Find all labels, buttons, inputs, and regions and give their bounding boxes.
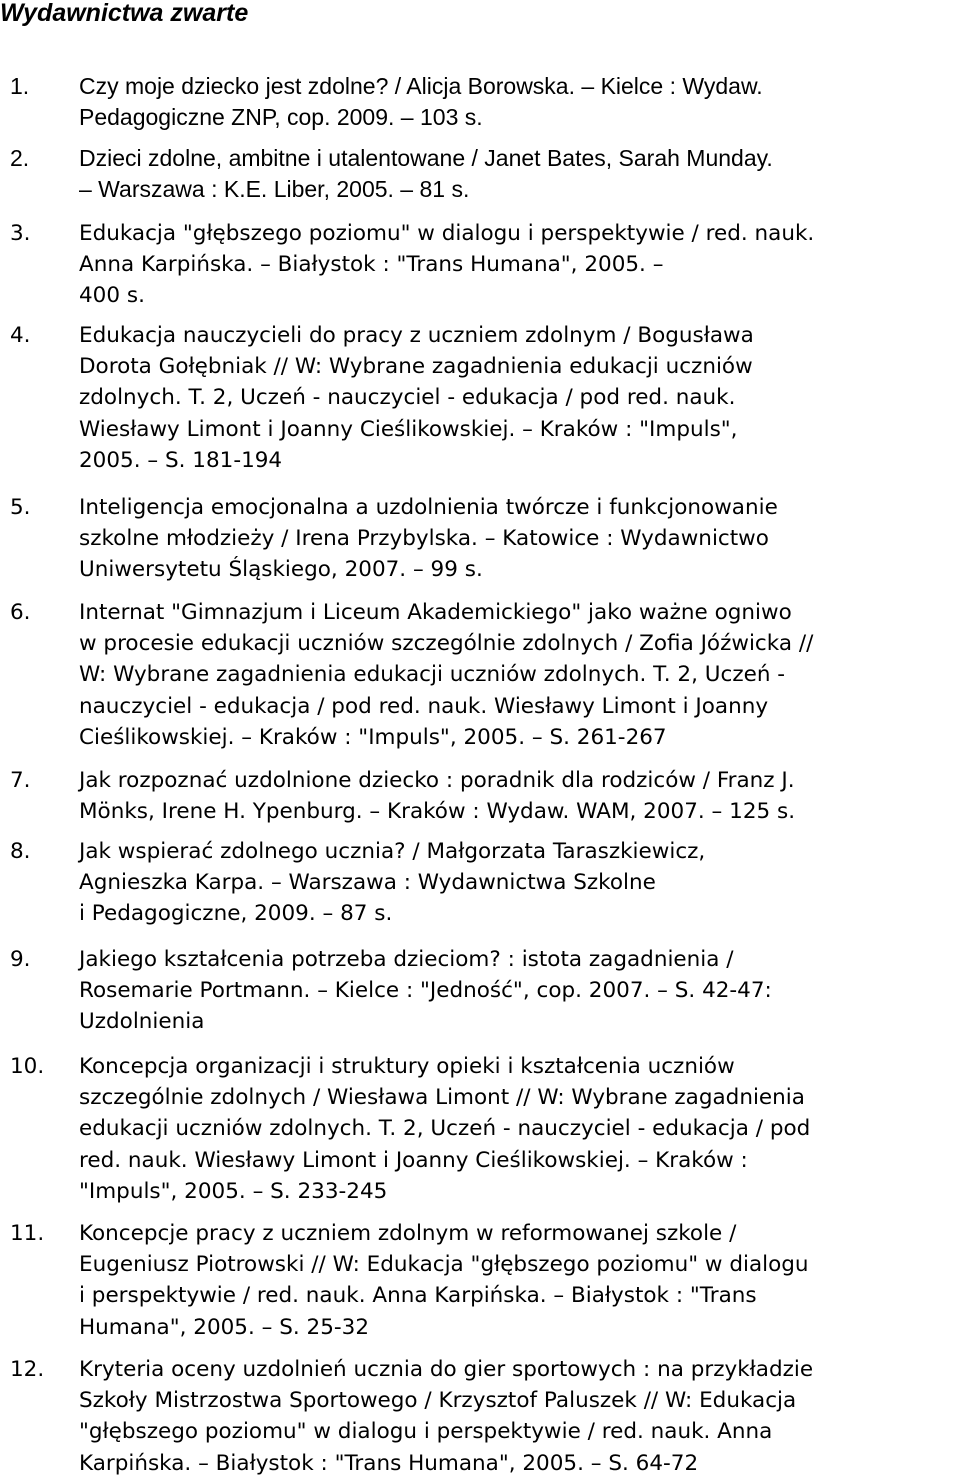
entry-text [79, 1051, 960, 1207]
entry-line: Uzdolnienia [79, 1009, 205, 1035]
entry-line: Pedagogiczne ZNP, cop. 2009. – 103 s. [79, 104, 483, 131]
entry-text [79, 597, 960, 753]
entry-line: 400 s. [79, 283, 145, 309]
entry-line: Cieślikowskiej. – Kraków : "Impuls", 2005. – S. 261-267 [79, 724, 667, 750]
entry-number: 6. [10, 600, 31, 625]
entry-line: Koncepcja organizacji i struktury opieki i kształcenia uczniów [79, 1054, 735, 1079]
entry-number: 5. [10, 495, 31, 520]
entry-line: i Pedagogiczne, 2009. – 87 s. [79, 901, 393, 927]
entry-line: Szkoły Mistrzostwa Sportowego / Krzysztof Paluszek // W: Edukacja [79, 1388, 797, 1414]
entry-line: Rosemarie Portmann. – Kielce : "Jedność", cop. 2007. – S. 42-47: [79, 978, 772, 1004]
entry-line: szczególnie zdolnych / Wiesława Limont // W: Wybrane zagadnienia [79, 1085, 805, 1111]
entry-line: Uniwersytetu Śląskiego, 2007. – 99 s. [79, 557, 483, 583]
entry-line: Karpińska. – Białystok : "Trans Humana", 2005. – S. 64-72 [79, 1450, 699, 1476]
entry-text [79, 320, 960, 476]
entry-line: i perspektywie / red. nauk. Anna Karpińska. – Białystok : "Trans [79, 1283, 757, 1309]
entry-text [79, 218, 960, 312]
entry-text [79, 836, 960, 930]
entry-text [79, 492, 960, 586]
entry-number: 11. [10, 1221, 45, 1246]
entry-line: W: Wybrane zagadnienia edukacji uczniów zdolnych. T. 2, Uczeń - [79, 662, 786, 688]
entry-line: red. nauk. Wiesławy Limont i Joanny Cieślikowskiej. – Kraków : [79, 1147, 748, 1173]
entry-line: Mönks, Irene H. Ypenburg. – Kraków : Wydaw. WAM, 2007. – 125 s. [79, 799, 796, 825]
entry-line: Dzieci zdolne, ambitne i utalentowane / Janet Bates, Sarah Munday. [79, 145, 773, 171]
entry-line: Eugeniusz Piotrowski // W: Edukacja "głębszego poziomu" w dialogu [79, 1252, 809, 1278]
entry-line: Czy moje dziecko jest zdolne? / Alicja Borowska. – Kielce : Wydaw. [79, 73, 763, 99]
entry-text [79, 944, 960, 1038]
entry-line: "głębszego poziomu" w dialogu i perspektywie / red. nauk. Anna [79, 1419, 773, 1445]
entry-number: 9. [10, 947, 31, 972]
entry-line: Anna Karpińska. – Białystok : "Trans Humana", 2005. – [79, 252, 664, 278]
entry-line: szkolne młodzieży / Irena Przybylska. – Katowice : Wydawnictwo [79, 526, 769, 552]
entry-line: nauczyciel - edukacja / pod red. nauk. Wiesławy Limont i Joanny [79, 693, 769, 719]
entry-line: Jak wspierać zdolnego ucznia? / Małgorzata Taraszkiewicz, [79, 839, 706, 864]
entry-number: 8. [10, 839, 31, 864]
entry-line: 2005. – S. 181-194 [79, 447, 283, 473]
entry-line: Jakiego kształcenia potrzeba dzieciom? : istota zagadnienia / [79, 947, 734, 972]
entry-number: 7. [10, 768, 31, 793]
entry-line: Dorota Gołębniak // W: Wybrane zagadnienia edukacji uczniów [79, 354, 753, 380]
entry-line: Koncepcje pracy z uczniem zdolnym w reformowanej szkole / [79, 1221, 737, 1246]
entry-line: – Warszawa : K.E. Liber, 2005. – 81 s. [79, 176, 470, 203]
entry-line: Internat "Gimnazjum i Liceum Akademickiego" jako ważne ogniwo [79, 600, 792, 625]
entry-number: 1. [10, 73, 30, 99]
entry-text [79, 765, 960, 827]
entry-line: Edukacja nauczycieli do pracy z uczniem zdolnym / Bogusława [79, 323, 754, 348]
entry-text [79, 143, 960, 205]
entry-line: w procesie edukacji uczniów szczególnie zdolnych / Zofia Jóźwicka // [79, 631, 814, 657]
entry-line: Edukacja "głębszego poziomu" w dialogu i perspektywie / red. nauk. [79, 221, 815, 246]
entry-line: "Impuls", 2005. – S. 233-245 [79, 1178, 388, 1204]
entry-number: 2. [10, 145, 30, 171]
entry-line: Wiesławy Limont i Joanny Cieślikowskiej. – Kraków : "Impuls", [79, 416, 738, 442]
entry-number: 12. [10, 1357, 45, 1382]
entry-line: zdolnych. T. 2, Uczeń - nauczyciel - edukacja / pod red. nauk. [79, 385, 736, 411]
entry-line: Jak rozpoznać uzdolnione dziecko : poradnik dla rodziców / Franz J. [79, 768, 795, 793]
entry-number: 10. [10, 1054, 45, 1079]
entry-line: Humana", 2005. – S. 25-32 [79, 1314, 370, 1340]
entry-line: edukacji uczniów zdolnych. T. 2, Uczeń - nauczyciel - edukacja / pod [79, 1116, 811, 1142]
entry-line: Kryteria oceny uzdolnień ucznia do gier sportowych : na przykładzie [79, 1357, 814, 1382]
section-heading: Wydawnictwa zwarte [0, 0, 249, 27]
entry-number: 4. [10, 323, 31, 348]
entry-text [79, 71, 960, 133]
entry-text [79, 1218, 960, 1343]
entry-line: Inteligencja emocjonalna a uzdolnienia twórcze i funkcjonowanie [79, 495, 778, 520]
entry-number: 3. [10, 221, 31, 246]
entry-line: Agnieszka Karpa. – Warszawa : Wydawnictwa Szkolne [79, 870, 656, 896]
entry-text [79, 1354, 960, 1479]
